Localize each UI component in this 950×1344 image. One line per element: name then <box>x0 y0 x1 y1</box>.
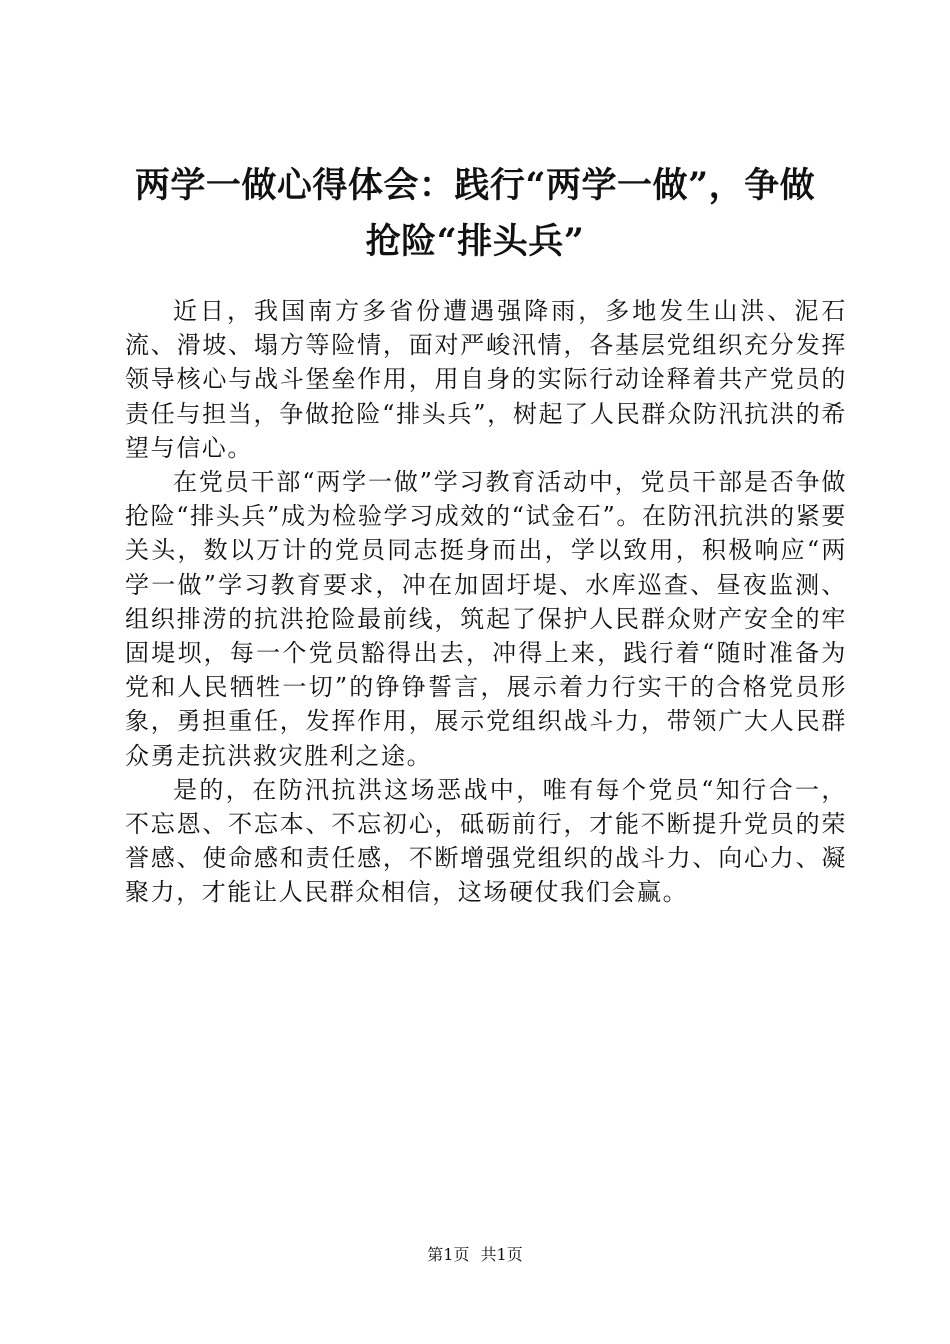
title-line-1: 两学一做心得体会：践行“两学一做”，争做 <box>134 165 816 206</box>
document-title <box>0 158 950 270</box>
title-line-2: 抢险“排头兵” <box>365 221 585 262</box>
paragraph-2: 在党员干部“两学一做”学习教育活动中，党员干部是否争做抢险“排头兵”成为检验学习成效的“试金石”。在防汛抗洪的紧要关头，数以万计的党员同志挺身而出，学以致用，积极响应“两学一做”学习教育要求，冲在加固圩堤、水库巡查、昼夜监测、组织排涝的抗洪抢险最前线，筑起了保护人民群众财产安全的牢固堤坝，每一个党员豁得出去，冲得上来，践行着“随时准备为党和人民牺牲一切”的铮铮誓言，展示着力行实干的合格党员形象，勇担重任，发挥作用，展示党组织战斗力，带领广大人民群众勇走抗洪救灾胜利之途。 <box>125 468 847 770</box>
page-number: 第1页 <box>427 1245 470 1264</box>
page-total: 共1页 <box>480 1245 523 1264</box>
page-footer <box>0 1244 950 1266</box>
paragraph-3: 是的，在防汛抗洪这场恶战中，唯有每个党员“知行合一，不忘恩、不忘本、不忘初心，砥砺前行，才能不断提升党员的荣誉感、使命感和责任感，不断增强党组织的战斗力、向心力、凝聚力，才能让人民群众相信，这场硬仗我们会赢。 <box>125 775 847 907</box>
document-body <box>125 294 847 910</box>
paragraph-1: 近日，我国南方多省份遭遇强降雨，多地发生山洪、泥石流、滑坡、塌方等险情，面对严峻汛情，各基层党组织充分发挥领导核心与战斗堡垒作用，用自身的实际行动诠释着共产党员的责任与担当，争做抢险“排头兵”，树起了人民群众防汛抗洪的希望与信心。 <box>125 297 847 462</box>
